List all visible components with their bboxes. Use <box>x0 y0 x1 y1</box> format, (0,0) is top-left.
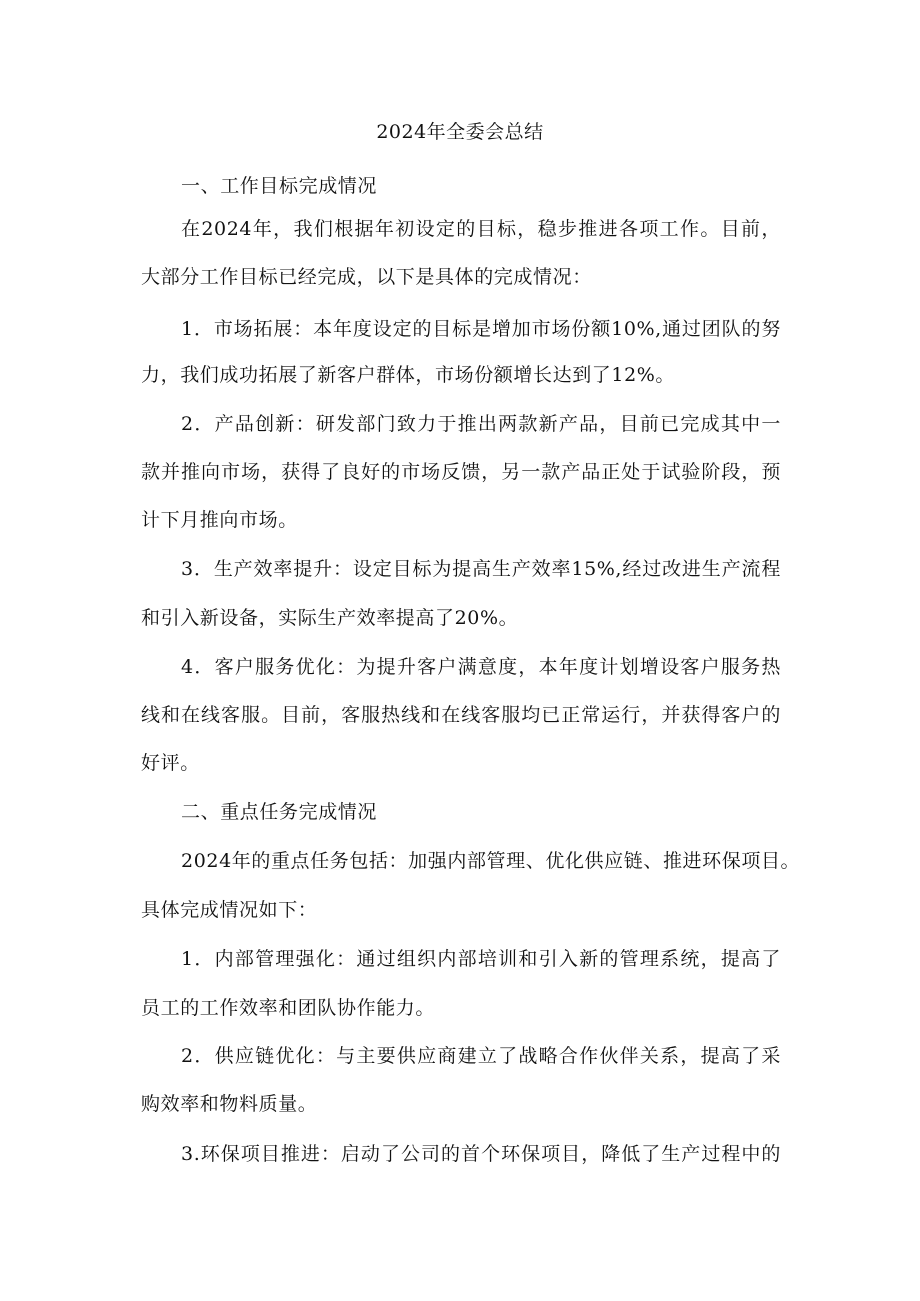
section2-intro-line2: 具体完成情况如下： <box>141 899 318 921</box>
section1-intro-line1: 在2024年，我们根据年初设定的目标，稳步推进各项工作。目前， <box>181 218 781 240</box>
section2-item1-line2: 员工的工作效率和团队协作能力。 <box>141 997 436 1019</box>
section1-item4-line1: 4．客户服务优化：为提升客户满意度，本年度计划增设客户服务热 <box>181 656 781 678</box>
document-title: 2024年全委会总结 <box>376 121 544 143</box>
section1-intro-line2: 大部分工作目标已经完成，以下是具体的完成情况： <box>141 266 592 288</box>
section1-item1-line1: 1．市场拓展：本年度设定的目标是增加市场份额10%,通过团队的努 <box>181 318 781 340</box>
section1-item4-line3: 好评。 <box>141 752 200 774</box>
section1-heading: 一、工作目标完成情况 <box>181 175 378 197</box>
section1-item2-line2: 款并推向市场，获得了良好的市场反馈，另一款产品正处于试验阶段，预 <box>141 461 781 483</box>
section1-item1-line2: 力，我们成功拓展了新客户群体，市场份额增长达到了12%。 <box>141 364 676 386</box>
section1-item2-line1: 2．产品创新：研发部门致力于推出两款新产品，目前已完成其中一 <box>181 413 781 435</box>
section2-item2-line1: 2．供应链优化：与主要供应商建立了战略合作伙伴关系，提高了采 <box>181 1045 781 1067</box>
section1-item4-line2: 线和在线客服。目前，客服热线和在线客服均已正常运行，并获得客户的 <box>141 704 781 726</box>
section2-heading: 二、重点任务完成情况 <box>181 801 378 823</box>
section2-intro-line1: 2024年的重点任务包括：加强内部管理、优化供应链、推进环保项目。 <box>181 850 801 872</box>
section2-item2-line2: 购效率和物料质量。 <box>141 1093 318 1115</box>
section1-item2-line3: 计下月推向市场。 <box>141 509 298 531</box>
section1-item3-line2: 和引入新设备，实际生产效率提高了20%。 <box>141 607 519 629</box>
section1-item3-line1: 3．生产效率提升：设定目标为提高生产效率15%,经过改进生产流程 <box>181 558 781 580</box>
section2-item3-line1: 3.环保项目推进：启动了公司的首个环保项目，降低了生产过程中的 <box>181 1143 781 1165</box>
section2-item1-line1: 1．内部管理强化：通过组织内部培训和引入新的管理系统，提高了 <box>181 948 781 970</box>
